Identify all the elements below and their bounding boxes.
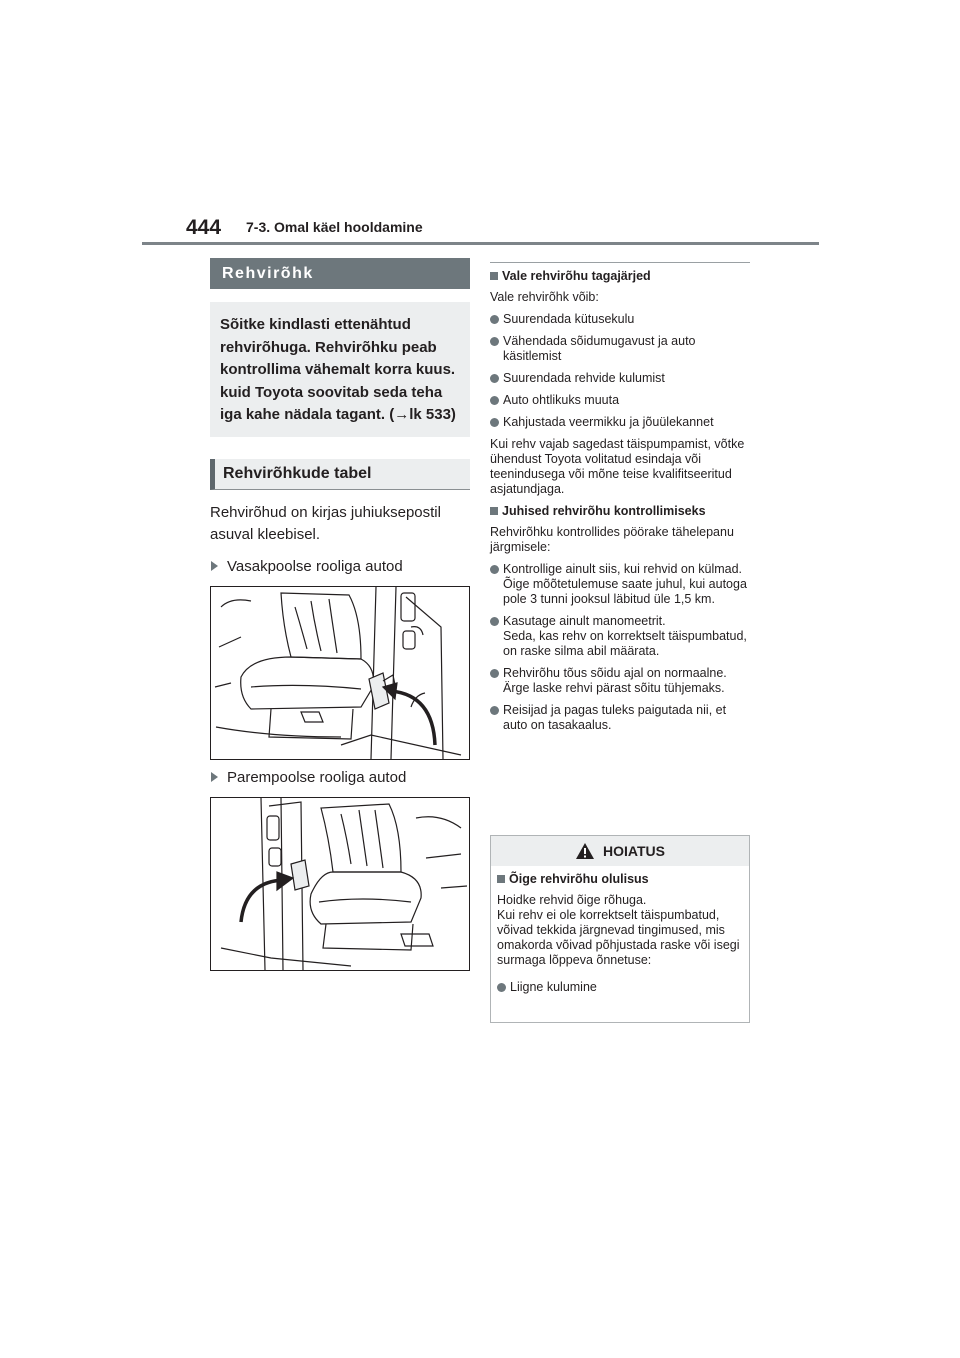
lhd-heading [210, 558, 470, 575]
list-item: Kahjustada veermikku ja jõuülekannet [490, 415, 750, 430]
contact-paragraph: Kui rehv vajab sagedast täispumpamist, võtke ühendust Toyota volitatud esindaja või teenindusega või mõne teise kvalifitseeritud asjatundjaga. [490, 437, 745, 496]
consequences-heading [490, 269, 750, 284]
topic-title: Rehvirõhk [210, 258, 470, 289]
warning-title: HOIATUS [603, 842, 665, 859]
list-item: Kasutage ainult manomeetrit. Seda, kas rehv on korrektselt täispumbatud, on raske silma abil määrata. [490, 614, 750, 659]
bullet-dot-icon [490, 669, 499, 678]
list-item: Auto ohtlikuks muuta [490, 393, 750, 408]
triangle-bullet-icon [211, 561, 218, 571]
bullet-dot-icon [490, 565, 499, 574]
warning-heading [497, 872, 743, 887]
list-item: Vähendada sõidumugavust ja auto käsitlemist [490, 334, 750, 364]
list-item: Liigne kulumine [497, 980, 743, 995]
intro-box: Sõitke kindlasti ettenähtud rehvirõhuga. Rehvirõhku peab kontrollima vähemalt korra kuus. kuid Toyota soovitab seda teha iga kahe nädala tagant. (→lk 533) [210, 302, 470, 437]
rhd-illustration [210, 797, 470, 971]
right-column [490, 262, 750, 740]
bullet-dot-icon [497, 983, 506, 992]
body-text: Rehvirõhud on kirjas juhiuksepostil asuval kleebisel. [210, 503, 441, 543]
warning-text: Hoidke rehvid õige rõhuga. Kui rehv ei ole korrektselt täispumbatud, võivad tekkida järgnevad tingimused, mis omakorda võivad põhjustada raske või isegi surmaga lõppeva õnnetuse: [497, 893, 740, 967]
bullet-dot-icon [490, 617, 499, 626]
list-item: Rehvirõhu tõus sõidu ajal on normaalne. Ärge laske rehvi pärast sõitu tühjemaks. [490, 666, 750, 696]
rhd-label: Parempoolse rooliga autod [227, 768, 407, 786]
consequences-intro: Vale rehvirõhk võib: [490, 290, 599, 304]
warning-body [491, 866, 749, 995]
square-bullet-icon [490, 272, 498, 280]
consequences-list [490, 312, 750, 430]
lhd-label: Vasakpoolse rooliga autod [227, 557, 403, 575]
warning-header [491, 836, 749, 866]
list-item: Suurendada rehvide kulumist [490, 371, 750, 386]
warning-box [490, 835, 750, 1023]
list-item: Suurendada kütusekulu [490, 312, 750, 327]
checking-intro: Rehvirõhku kontrollides pöörake tähelepanu järgmisele: [490, 525, 734, 554]
checking-list [490, 562, 750, 733]
page-number: 444 [186, 216, 222, 239]
warning-heading-text: Õige rehvirõhu olulisus [509, 872, 649, 886]
list-item: Kontrollige ainult siis, kui rehvid on külmad. Õige mõõtetulemuse saate juhul, kui autoga pole 3 tunni jooksul läbitud üle 1,5 km. [490, 562, 750, 607]
subsection-title: Rehvirõhkude tabel [210, 459, 470, 490]
left-column [210, 258, 470, 971]
rhd-heading [210, 769, 470, 786]
square-bullet-icon [497, 875, 505, 883]
checking-heading-text: Juhised rehvirõhu kontrollimiseks [502, 504, 706, 518]
bullet-dot-icon [490, 374, 499, 383]
warning-triangle-icon [575, 842, 595, 860]
bullet-dot-icon [490, 337, 499, 346]
header-rule [142, 242, 819, 245]
section-title: 7-3. Omal käel hooldamine [246, 219, 423, 235]
consequences-heading-text: Vale rehvirõhu tagajärjed [502, 269, 651, 283]
bullet-dot-icon [490, 315, 499, 324]
bullet-dot-icon [490, 418, 499, 427]
lhd-illustration [210, 586, 470, 760]
bullet-dot-icon [490, 396, 499, 405]
list-item: Reisijad ja pagas tuleks paigutada nii, et auto on tasakaalus. [490, 703, 750, 733]
triangle-bullet-icon [211, 772, 218, 782]
checking-heading [490, 504, 750, 519]
column-rule [490, 262, 750, 263]
square-bullet-icon [490, 507, 498, 515]
bullet-dot-icon [490, 706, 499, 715]
